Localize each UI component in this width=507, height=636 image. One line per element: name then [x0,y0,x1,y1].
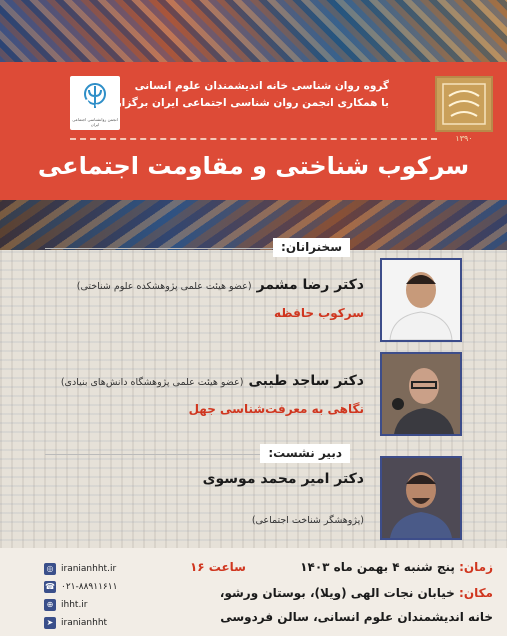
organizer-line: گروه روان شناسی خانه اندیشمندان علوم انسانی [134,80,389,92]
social-item[interactable] [44,560,116,577]
header-artwork [0,0,507,64]
event-place-line [220,586,493,600]
moderator-label: دبیر نشست: [260,444,350,463]
moderator-photo [380,456,462,540]
social-text: ihht.ir [61,599,88,610]
place-label: مکان: [459,586,493,600]
association-logo-caption: انجمن روانشناسی اجتماعی ایران [72,117,118,127]
event-time-line [190,560,493,574]
social-item[interactable] [44,614,107,631]
address-line-2: خانه اندیشمندان علوم انسانی، سالن فردوسی [220,610,493,624]
social-text: iranianhht.ir [61,563,117,574]
event-title: سرکوب شناختی و مقاومت اجتماعی [37,152,470,180]
speaker-2-photo [380,352,462,436]
phone-icon: ☎ [45,581,55,591]
instagram-icon: ◎ [44,563,56,575]
web-icon: ⊕ [44,599,56,611]
speaker-1-name: دکتر رضا مشمر [256,277,364,293]
event-date: پنج شنبه ۴ بهمن ماه ۱۴۰۳ [300,560,455,574]
moderator-name: دکتر امیر محمد موسوی [202,471,364,487]
moderator-affiliation: (پژوهشگر شناخت اجتماعی) [251,515,364,526]
speaker-2-row [61,370,364,389]
speaker-1-row [77,274,364,293]
partner-line: با همکاری انجمن روان شناسی اجتماعی ایران برگزار می کند: [70,97,389,109]
social-item[interactable] [44,578,117,595]
divider [70,138,437,140]
speaker-1-talk: سرکوب حافظه [274,306,364,320]
social-text: iranianhht [61,617,108,628]
speaker-1-photo [380,258,462,342]
khaneh-andishmandan-logo [435,76,493,132]
address-line-1: خیابان نجات الهی (ویلا)، بوستان ورشو، [219,586,455,600]
section-rule [45,454,275,455]
artwork-strip [0,200,507,250]
social-item[interactable] [44,596,88,613]
speakers-label: سخنرانان: [273,238,350,257]
speaker-2-name: دکتر ساجد طیبی [248,373,364,389]
moderator-affiliation-row [252,508,364,527]
event-hour: ساعت ۱۶ [189,560,246,574]
speaker-1-affiliation: (عضو هیئت علمی پژوهشکده علوم شناختی) [76,281,252,292]
speaker-2-affiliation: (عضو هیئت علمی پژوهشگاه دانش‌های بنیادی) [60,377,244,388]
telegram-icon: ➤ [44,617,56,629]
social-text: ۰۲۱-۸۸۹۱۱۶۱۱ [61,581,118,592]
section-rule [45,248,295,249]
speaker-2-talk: نگاهی به معرفت‌شناسی جهل [188,402,364,416]
moderator-row [203,468,364,487]
time-label: زمان: [459,560,493,574]
logo-year: ۱۳۹۰ [455,134,473,143]
